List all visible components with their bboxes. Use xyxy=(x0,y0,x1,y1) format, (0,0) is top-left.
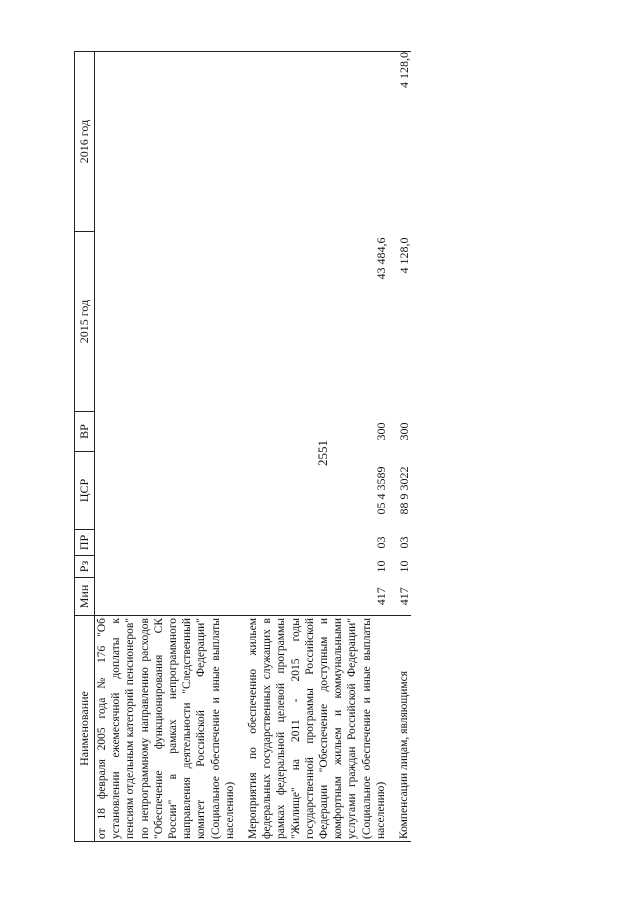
table-row xyxy=(95,52,238,842)
header-rz: Рз xyxy=(75,556,95,578)
row-rz: 10 xyxy=(373,560,388,573)
header-2015: 2015 год xyxy=(75,232,95,412)
table-header-row xyxy=(75,52,95,842)
header-csr: ЦСР xyxy=(75,452,95,530)
row-2016: 4 128,0 xyxy=(397,52,411,232)
row-2016 xyxy=(95,52,238,232)
row-rz: 10 xyxy=(397,560,412,573)
row-2015: 43 484,6 xyxy=(373,237,388,280)
row-pr: 03 xyxy=(397,536,412,549)
row-vr: 300 xyxy=(397,422,412,441)
row-min: 417 xyxy=(373,587,388,606)
row-rz xyxy=(95,556,238,578)
row-pr xyxy=(95,530,238,556)
header-min: Мин xyxy=(75,578,95,616)
budget-table xyxy=(74,51,411,842)
header-vr: ВР xyxy=(75,412,95,452)
row-min: 417 xyxy=(397,587,412,606)
row-csr xyxy=(95,452,238,530)
table-row xyxy=(397,52,411,842)
row-pr: 03 xyxy=(373,536,388,549)
row-name: от 18 февраля 2005 года № 176 "Об установлении ежемесячной доплаты к пенсиям отдельным категорий пенсионеров" по непрограммному направлению расходов "Обеспечение функционирования СК России" в рамках непрограммного направления деятельности "Следственный комитет Российской Федерации" (Социальное обеспечение и иные выплаты населению) xyxy=(95,616,238,842)
table-row xyxy=(246,52,388,842)
row-2015 xyxy=(95,232,238,412)
budget-table-rotated xyxy=(74,52,615,842)
row-csr: 88 9 3022 xyxy=(397,466,412,515)
row-2015: 4 128,0 xyxy=(397,237,412,274)
row-name: Мероприятия по обеспечению жильем федеральных государственных служащих в рамках федеральной целевой программы "Жилище" на 2011 - 2015 годы государственной программы Российской Федерации "Обеспечение доступным и комфортным жильем и коммунальными услугами граждан Российской Федерации" (Социальное обеспечение и иные выплаты населению) xyxy=(246,616,388,842)
header-name: Наименование xyxy=(75,616,95,842)
header-pr: ПР xyxy=(75,530,95,556)
row-name: Компенсации лицам, являющимся xyxy=(397,616,411,842)
row-vr xyxy=(95,412,238,452)
row-vr: 300 xyxy=(373,422,388,441)
row-min xyxy=(95,578,238,616)
page-number: 2551 xyxy=(315,440,330,466)
row-2016 xyxy=(246,52,388,232)
header-2016: 2016 год xyxy=(75,52,95,232)
row-csr: 05 4 3589 xyxy=(373,466,388,515)
